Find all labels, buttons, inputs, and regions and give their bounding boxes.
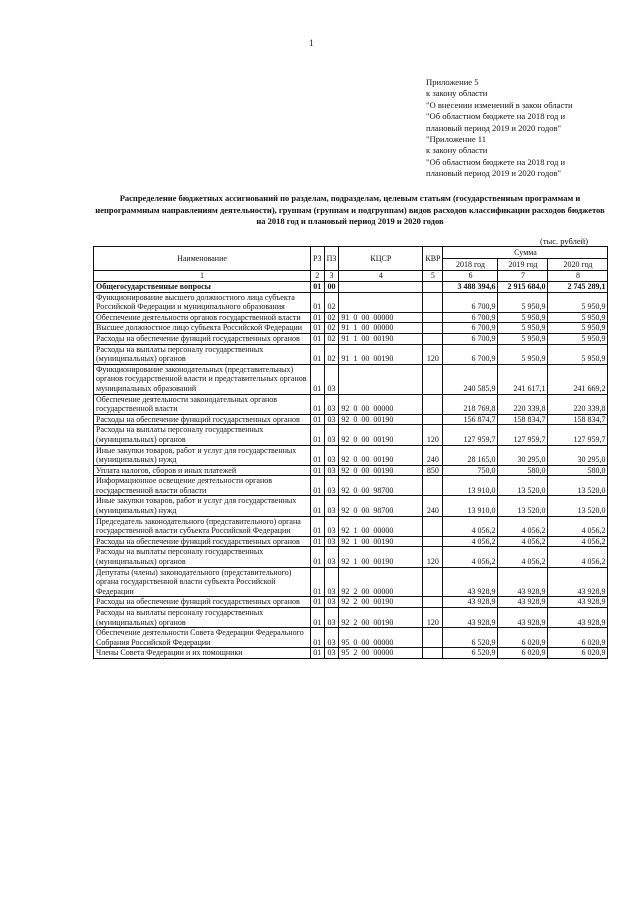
row-value-2020: 2 745 289,1 [548, 282, 608, 293]
row-kcsr: 91 1 00 00190 [339, 344, 423, 364]
header-year-2020: 2020 год [548, 259, 608, 271]
header-rz: РЗ [311, 247, 325, 271]
row-kcsr: 92 1 00 00000 [339, 516, 423, 536]
row-kvr [423, 476, 443, 496]
row-name: Общегосударственные вопросы [94, 282, 311, 293]
row-value-2018: 6 520,9 [443, 648, 498, 659]
appendix-line: "Об областном бюджете на 2018 год и [426, 111, 566, 122]
row-pz: 03 [324, 476, 339, 496]
table-row [94, 445, 608, 465]
table-row [94, 414, 608, 425]
table-row [94, 323, 608, 334]
appendix-line: плановый период 2019 и 2020 годов" [426, 122, 562, 133]
colnum: 8 [548, 271, 608, 282]
row-pz: 03 [324, 516, 339, 536]
table-row [94, 496, 608, 516]
row-kvr [423, 394, 443, 414]
row-value-2019: 43 928,9 [498, 567, 548, 597]
row-name: Функционирование законодательных (представительных) органов государственной власти и представительных органов муниципальных образований [94, 364, 311, 394]
row-name: Обеспечение деятельности органов государственной власти [94, 312, 311, 323]
row-value-2019: 4 056,2 [498, 516, 548, 536]
row-value-2020: 13 520,0 [548, 476, 608, 496]
row-pz: 02 [324, 312, 339, 323]
row-value-2018: 6 700,9 [443, 312, 498, 323]
row-value-2020: 43 928,9 [548, 567, 608, 597]
row-value-2018: 4 056,2 [443, 547, 498, 567]
row-pz: 03 [324, 445, 339, 465]
row-rz: 01 [311, 445, 325, 465]
row-value-2019: 158 834,7 [498, 414, 548, 425]
header-year-2019: 2019 год [498, 259, 548, 271]
row-pz: 03 [324, 648, 339, 659]
units-label: (тыс. рублей) [540, 236, 589, 246]
table-row [94, 364, 608, 394]
table-row [94, 597, 608, 608]
row-value-2020: 5 950,9 [548, 344, 608, 364]
row-kvr [423, 516, 443, 536]
header-kcsr: КЦСР [339, 247, 423, 271]
row-rz: 01 [311, 648, 325, 659]
row-value-2019: 4 056,2 [498, 536, 548, 547]
row-kvr [423, 333, 443, 344]
row-pz: 02 [324, 292, 339, 312]
row-value-2019: 13 520,0 [498, 476, 548, 496]
row-name: Обеспечение деятельности Совета Федерации Федерального Собрания Российской Федерации [94, 628, 311, 648]
table-row [94, 425, 608, 445]
row-kcsr: 92 0 00 00000 [339, 394, 423, 414]
row-value-2020: 30 295,0 [548, 445, 608, 465]
row-name: Расходы на выплаты персоналу государственных (муниципальных) органов [94, 608, 311, 628]
row-value-2018: 6 700,9 [443, 344, 498, 364]
row-value-2020: 6 020,9 [548, 628, 608, 648]
row-rz: 01 [311, 465, 325, 476]
row-kvr [423, 292, 443, 312]
row-name: Расходы на выплаты персоналу государственных (муниципальных) органов [94, 344, 311, 364]
row-value-2018: 750,0 [443, 465, 498, 476]
row-rz: 01 [311, 516, 325, 536]
row-value-2018: 13 910,0 [443, 496, 498, 516]
row-value-2019: 6 020,9 [498, 648, 548, 659]
row-kvr: 240 [423, 496, 443, 516]
row-value-2019: 43 928,9 [498, 608, 548, 628]
row-rz: 01 [311, 547, 325, 567]
colnum: 4 [339, 271, 423, 282]
table-row [94, 465, 608, 476]
row-rz: 01 [311, 394, 325, 414]
row-value-2018: 6 520,9 [443, 628, 498, 648]
row-kvr [423, 567, 443, 597]
table-row [94, 648, 608, 659]
row-name: Расходы на обеспечение функций государственных органов [94, 597, 311, 608]
row-value-2018: 6 700,9 [443, 333, 498, 344]
row-value-2020: 127 959,7 [548, 425, 608, 445]
row-name: Функционирование высшего должностного лица субъекта Российской Федерации и муниципального образования [94, 292, 311, 312]
row-pz: 00 [324, 282, 339, 293]
table-row [94, 628, 608, 648]
row-value-2018: 127 959,7 [443, 425, 498, 445]
budget-table [93, 246, 608, 659]
row-pz: 03 [324, 496, 339, 516]
row-value-2019: 220 339,8 [498, 394, 548, 414]
colnum: 6 [443, 271, 498, 282]
header-pz: ПЗ [324, 247, 339, 271]
table-row [94, 476, 608, 496]
colnum: 7 [498, 271, 548, 282]
row-pz: 03 [324, 364, 339, 394]
row-value-2020: 241 669,2 [548, 364, 608, 394]
row-value-2019: 5 950,9 [498, 344, 548, 364]
row-kvr: 120 [423, 425, 443, 445]
row-value-2020: 43 928,9 [548, 608, 608, 628]
row-name: Расходы на выплаты персоналу государственных (муниципальных) органов [94, 425, 311, 445]
row-kcsr: 92 1 00 00190 [339, 547, 423, 567]
row-value-2018: 4 056,2 [443, 516, 498, 536]
row-pz: 03 [324, 567, 339, 597]
row-kvr [423, 597, 443, 608]
row-value-2018: 43 928,9 [443, 597, 498, 608]
table-row [94, 282, 608, 293]
row-kvr: 850 [423, 465, 443, 476]
row-kcsr: 95 2 00 00000 [339, 648, 423, 659]
row-value-2018: 6 700,9 [443, 323, 498, 334]
row-value-2018: 28 165,0 [443, 445, 498, 465]
row-kcsr: 92 0 00 00190 [339, 465, 423, 476]
row-name: Высшее должностное лицо субъекта Российской Федерации [94, 323, 311, 334]
row-rz: 01 [311, 496, 325, 516]
row-value-2018: 156 874,7 [443, 414, 498, 425]
header-year-2018: 2018 год [443, 259, 498, 271]
header-kvr: КВР [423, 247, 443, 271]
row-kcsr: 92 2 00 00190 [339, 597, 423, 608]
row-kvr: 120 [423, 608, 443, 628]
row-pz: 03 [324, 628, 339, 648]
row-value-2018: 218 769,8 [443, 394, 498, 414]
row-kcsr [339, 292, 423, 312]
row-kcsr: 92 1 00 00190 [339, 536, 423, 547]
row-value-2018: 43 928,9 [443, 567, 498, 597]
table-row [94, 567, 608, 597]
table-row [94, 608, 608, 628]
appendix-line: Приложение 5 [426, 77, 479, 87]
row-kvr [423, 648, 443, 659]
row-value-2018: 240 585,9 [443, 364, 498, 394]
row-value-2020: 43 928,9 [548, 597, 608, 608]
appendix-line: к закону области [426, 145, 488, 156]
row-rz: 01 [311, 292, 325, 312]
row-name: Расходы на обеспечение функций государственных органов [94, 333, 311, 344]
table-row [94, 333, 608, 344]
row-value-2018: 6 700,9 [443, 292, 498, 312]
row-rz: 01 [311, 333, 325, 344]
row-kvr [423, 282, 443, 293]
row-kvr: 120 [423, 547, 443, 567]
table-row [94, 516, 608, 536]
row-value-2020: 5 950,9 [548, 333, 608, 344]
row-kcsr: 92 2 00 00000 [339, 567, 423, 597]
row-pz: 03 [324, 465, 339, 476]
appendix-line: "Об областном бюджете на 2018 год и [426, 156, 566, 167]
colnum: 3 [324, 271, 339, 282]
row-value-2019: 5 950,9 [498, 312, 548, 323]
row-rz: 01 [311, 282, 325, 293]
row-rz: 01 [311, 597, 325, 608]
colnum: 2 [311, 271, 325, 282]
header-sum: Сумма [443, 247, 608, 259]
row-name: Иные закупки товаров, работ и услуг для государственных (муниципальных) нужд [94, 445, 311, 465]
row-kcsr: 91 1 00 00000 [339, 323, 423, 334]
row-kvr [423, 323, 443, 334]
appendix-line: плановый период 2019 и 2020 годов" [426, 168, 562, 179]
row-kvr [423, 628, 443, 648]
row-value-2019: 43 928,9 [498, 597, 548, 608]
row-kvr [423, 312, 443, 323]
row-name: Расходы на выплаты персоналу государственных (муниципальных) органов [94, 547, 311, 567]
appendix-line: к закону области [426, 88, 488, 99]
row-value-2020: 158 834,7 [548, 414, 608, 425]
row-value-2019: 5 950,9 [498, 292, 548, 312]
row-name: Иные закупки товаров, работ и услуг для государственных (муниципальных) нужд [94, 496, 311, 516]
row-pz: 03 [324, 425, 339, 445]
row-value-2020: 4 056,2 [548, 516, 608, 536]
row-value-2019: 13 520,0 [498, 496, 548, 516]
row-kcsr: 92 0 00 00190 [339, 414, 423, 425]
row-pz: 03 [324, 394, 339, 414]
table-row [94, 344, 608, 364]
table-row [94, 547, 608, 567]
row-name: Расходы на обеспечение функций государственных органов [94, 414, 311, 425]
appendix-line: "Приложение 11 [426, 134, 487, 145]
row-value-2019: 6 020,9 [498, 628, 548, 648]
row-kcsr: 95 0 00 00000 [339, 628, 423, 648]
row-value-2020: 4 056,2 [548, 547, 608, 567]
row-value-2019: 127 959,7 [498, 425, 548, 445]
row-kcsr: 91 0 00 00000 [339, 312, 423, 323]
table-row [94, 394, 608, 414]
row-kcsr: 92 0 00 00190 [339, 425, 423, 445]
row-value-2018: 13 910,0 [443, 476, 498, 496]
appendix-line: "О внесении изменений в закон области [426, 99, 573, 110]
row-kvr [423, 414, 443, 425]
row-kvr [423, 364, 443, 394]
row-value-2019: 5 950,9 [498, 323, 548, 334]
row-value-2020: 6 020,9 [548, 648, 608, 659]
row-value-2020: 580,0 [548, 465, 608, 476]
row-kvr: 120 [423, 344, 443, 364]
row-pz: 03 [324, 414, 339, 425]
row-value-2019: 2 915 684,0 [498, 282, 548, 293]
row-name: Расходы на обеспечение функций государственных органов [94, 536, 311, 547]
row-name: Депутаты (члены) законодательного (представительного) органа государственной власти субъекта Российской Федерации [94, 567, 311, 597]
row-kcsr: 92 0 00 98700 [339, 496, 423, 516]
appendix-block [426, 77, 573, 180]
row-rz: 01 [311, 323, 325, 334]
row-rz: 01 [311, 567, 325, 597]
row-rz: 01 [311, 414, 325, 425]
row-pz: 02 [324, 323, 339, 334]
row-rz: 01 [311, 364, 325, 394]
row-kvr: 240 [423, 445, 443, 465]
row-value-2019: 241 617,1 [498, 364, 548, 394]
row-value-2019: 580,0 [498, 465, 548, 476]
header-name: Наименование [94, 247, 311, 271]
row-rz: 01 [311, 628, 325, 648]
row-rz: 01 [311, 344, 325, 364]
row-value-2020: 5 950,9 [548, 292, 608, 312]
row-rz: 01 [311, 608, 325, 628]
row-rz: 01 [311, 536, 325, 547]
row-kcsr [339, 282, 423, 293]
row-kcsr [339, 364, 423, 394]
row-value-2018: 4 056,2 [443, 536, 498, 547]
row-value-2020: 13 520,0 [548, 496, 608, 516]
colnum: 1 [94, 271, 311, 282]
row-value-2020: 4 056,2 [548, 536, 608, 547]
row-rz: 01 [311, 312, 325, 323]
row-value-2020: 5 950,9 [548, 323, 608, 334]
page-number: 1 [309, 38, 314, 48]
row-pz: 03 [324, 536, 339, 547]
row-value-2020: 5 950,9 [548, 312, 608, 323]
row-rz: 01 [311, 476, 325, 496]
row-name: Обеспечение деятельности законодательных органов государственной власти [94, 394, 311, 414]
table-row [94, 312, 608, 323]
row-kvr [423, 536, 443, 547]
row-value-2019: 5 950,9 [498, 333, 548, 344]
row-name: Информационное освещение деятельности органов государственной власти области [94, 476, 311, 496]
table-row [94, 292, 608, 312]
row-name: Уплата налогов, сборов и иных платежей [94, 465, 311, 476]
row-rz: 01 [311, 425, 325, 445]
row-value-2020: 220 339,8 [548, 394, 608, 414]
row-value-2018: 3 488 394,6 [443, 282, 498, 293]
row-value-2018: 43 928,9 [443, 608, 498, 628]
document-title: Распределение бюджетных ассигнований по разделам, подразделам, целевым статьям (государственным программам и непрограммным направлениям деятельности), группам (группам и подгруппам) видов расходов классификации расходов бюджетов на 2018 год и плановый период 2019 и 2020 годов [95, 193, 605, 226]
row-kcsr: 92 0 00 98700 [339, 476, 423, 496]
row-value-2019: 4 056,2 [498, 547, 548, 567]
row-pz: 02 [324, 333, 339, 344]
row-kcsr: 92 2 00 00190 [339, 608, 423, 628]
row-value-2019: 30 295,0 [498, 445, 548, 465]
row-pz: 02 [324, 344, 339, 364]
row-pz: 03 [324, 597, 339, 608]
row-kcsr: 91 1 00 00190 [339, 333, 423, 344]
row-name: Члены Совета Федерации и их помощники [94, 648, 311, 659]
row-pz: 03 [324, 608, 339, 628]
row-pz: 03 [324, 547, 339, 567]
table-row [94, 536, 608, 547]
colnum: 5 [423, 271, 443, 282]
row-kcsr: 92 0 00 00190 [339, 445, 423, 465]
row-name: Председатель законодательного (представительного) органа государственной власти субъекта Российской Федерации [94, 516, 311, 536]
